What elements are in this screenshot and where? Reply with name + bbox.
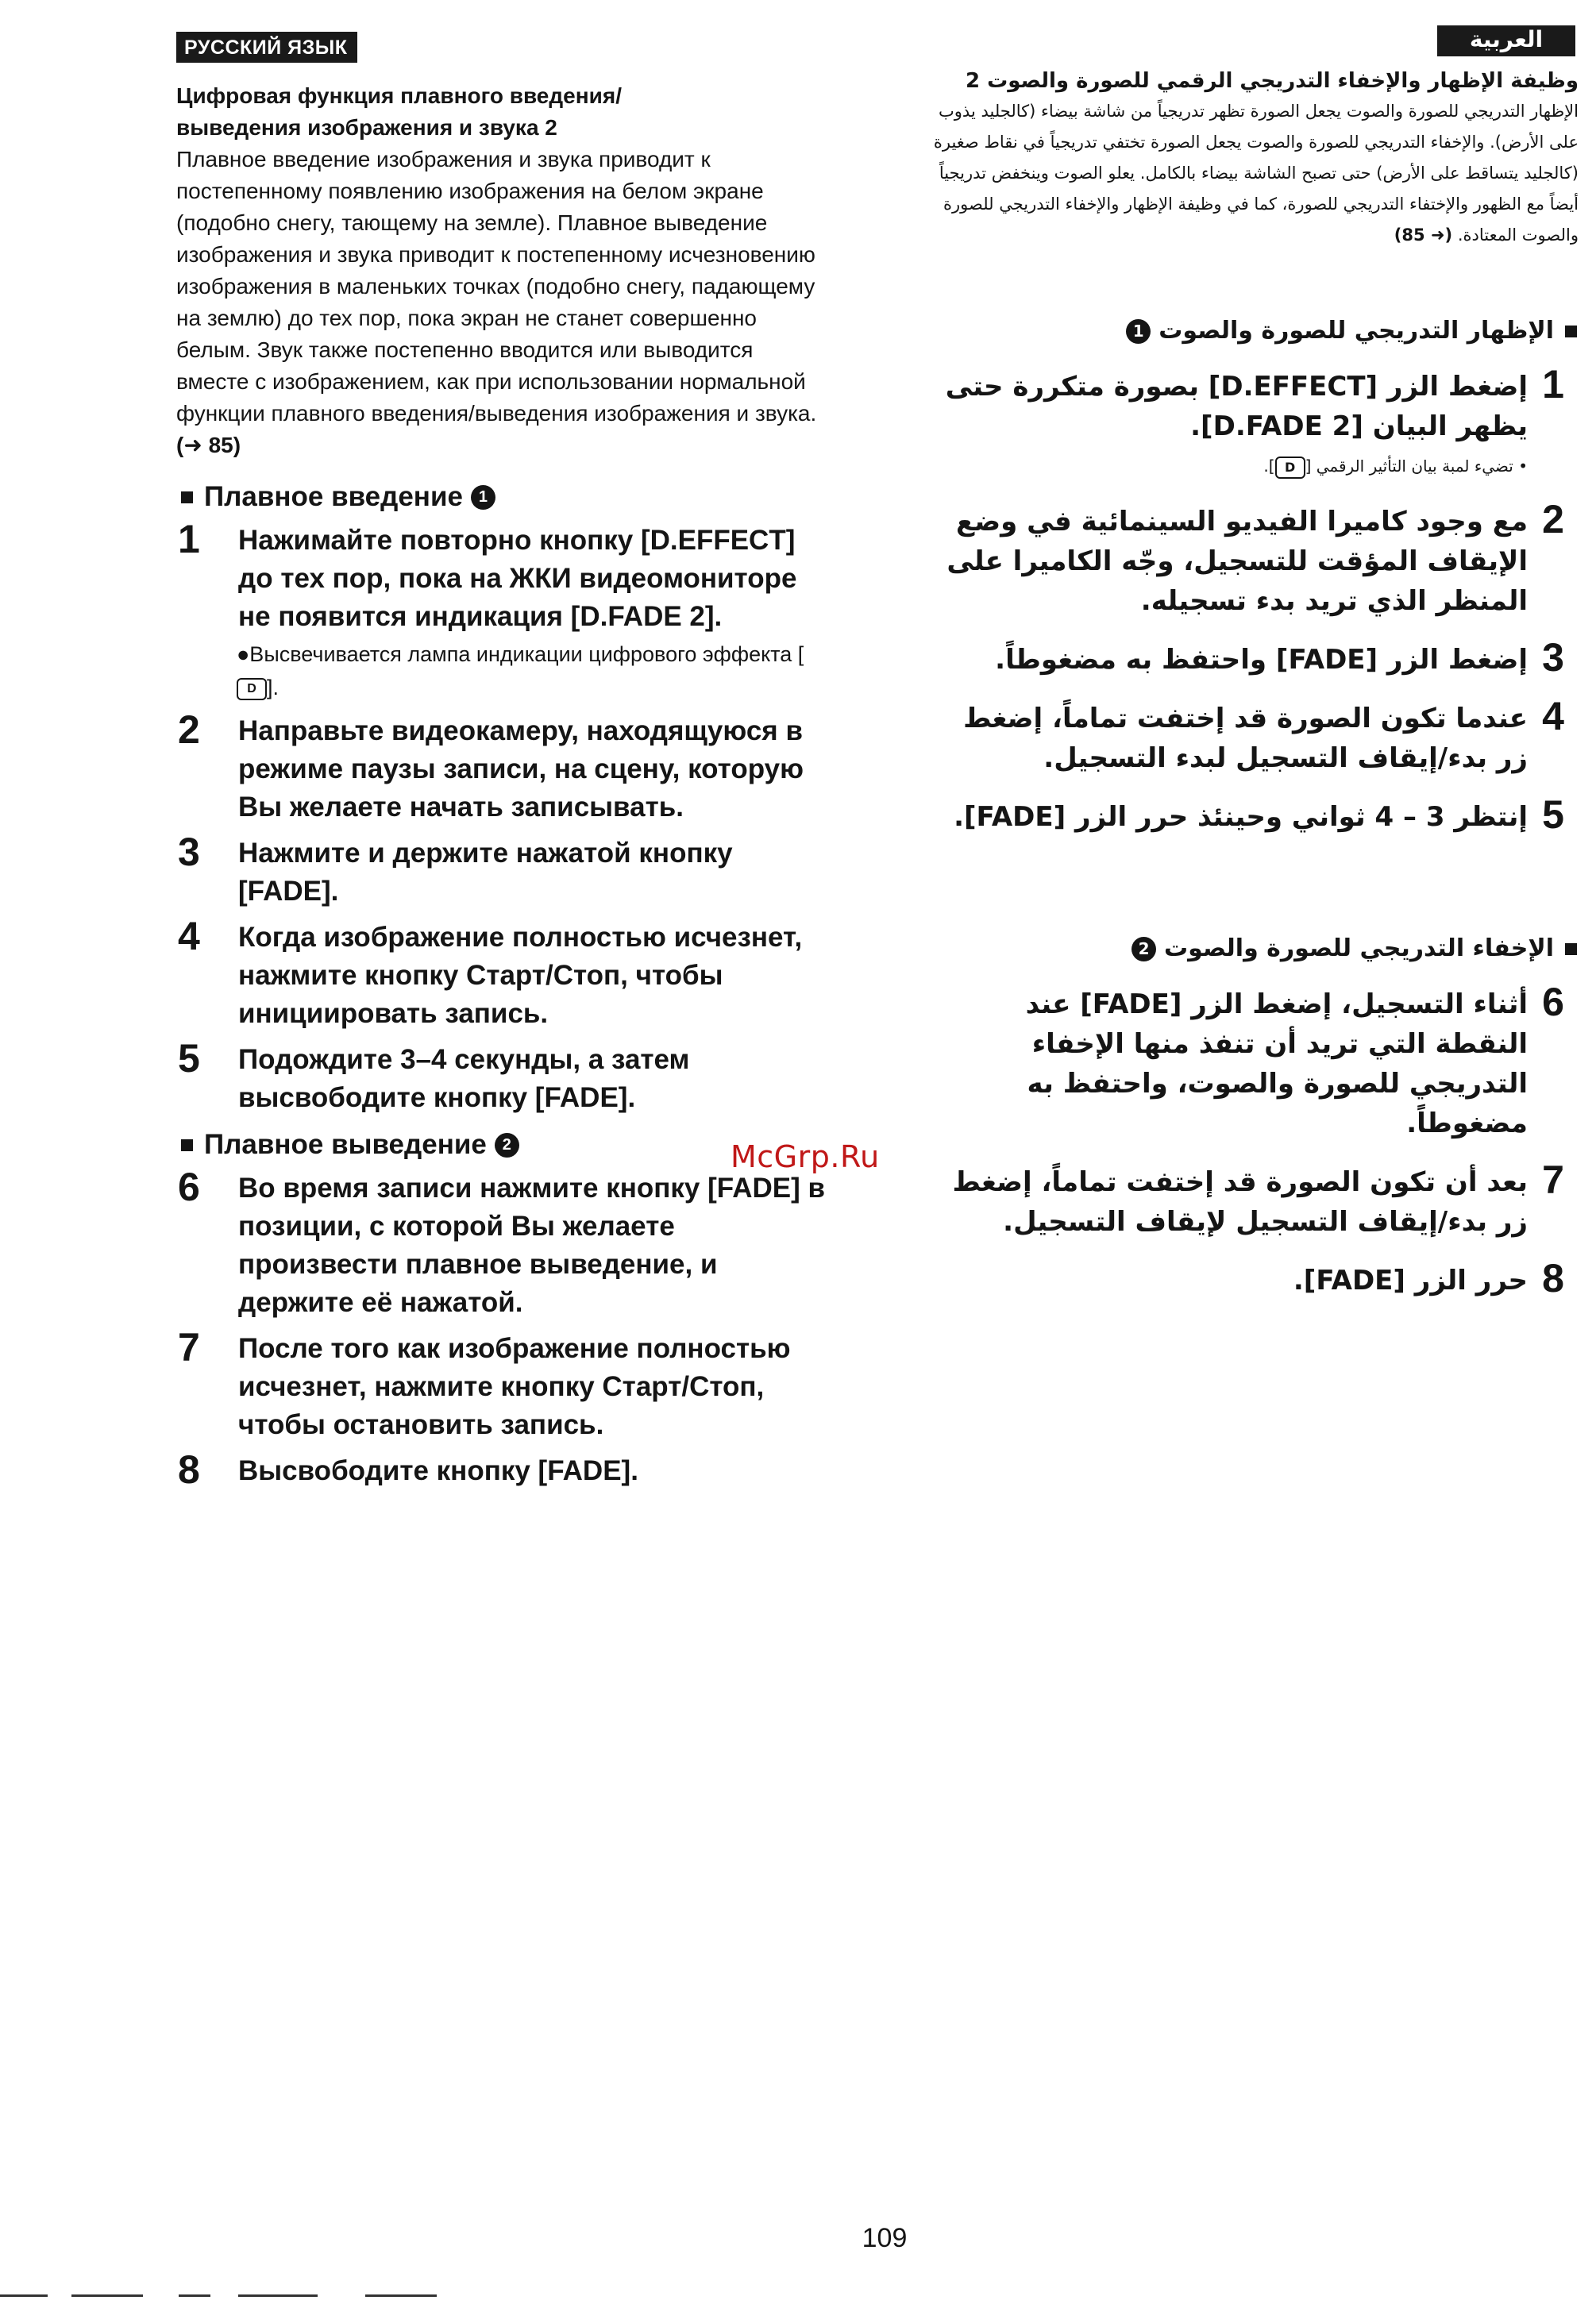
intro-title: وظيفة الإظهار والإخفاء التدريجي الرقمي للصورة والصوت 2 [966,69,1579,93]
digital-effect-icon: D [1275,457,1305,479]
step-8: 8 Высвободите кнопку [FADE]. [178,1447,638,1492]
step-7: 7 بعد أن تكون الصورة قد إختفت تماماً، إضغط زر بدء/إيقاف التسجيل لإيقاف التسجيل. [952,1158,1564,1238]
step-8: 8 حرر الزر [FADE]. [1293,1256,1564,1300]
arabic-column [927,25,1579,1300]
intro-paragraph: الإظهار التدريجي للصورة والصوت يجعل الصورة تظهر تدريجياً من شاشة بيضاء (كالجليد يذوب على الأرض). والإخفاء التدريجي للصورة والصوت يجعل الصورة تختفي تدريجياً في نقاط صغيرة (كالجليد يتساقط على الأرض) حتى تصبح الشاشة بيضاء بالكامل. يعلو الصوت وينخفض تدريجياً أيضاً مع الظهور والإختفاء التدريجي للصورة، كما في وظيفة الإظهار والإخفاء التدريجي للصورة والصوت المعتادة. (➜ 85) [933,102,1579,245]
step-1: 1 إضغط الزر [D.EFFECT] بصورة متكررة حتى يظهر البيان [D.FADE 2]. [945,362,1564,442]
circled-number-icon: 1 [471,485,495,510]
page-reference: (➜ 85) [1394,225,1453,245]
circled-number-icon: 2 [1131,937,1156,961]
step-6: 6 Во время записи нажмите кнопку [FADE] в позиции, с которой Вы желаете произвести плавное выведение, и держите её нажатой. [178,1165,826,1318]
watermark: McGrp.Ru [731,1139,880,1174]
scan-edge-mark [0,2294,48,2297]
square-bullet-icon [1565,943,1577,955]
step-5: 5 إنتظر 3 – 4 ثواني وحينئذ حرر الزر [FADE]. [954,792,1564,837]
step-3: 3 إضغط الزر [FADE] واحتفظ به مضغوطاً. [995,635,1564,680]
step-2: 2 Направьте видеокамеру, находящуюся в режиме паузы записи, на сцену, которую Вы желаете начать записывать. [178,707,804,823]
step-1-note: • تضيء لمبة بيان التأثير الرقمي [D]. [927,449,1579,483]
step-2: 2 مع وجود كاميرا الفيديو السينمائية في وضع الإيقاف المؤقت للتسجيل، وجّه الكاميرا على المنظر الذي تريد بدء تسجيله. [946,497,1564,617]
page-reference: (➜ 85) [176,433,241,457]
scan-edge-mark [365,2294,437,2297]
step-4: 4 Когда изображение полностью исчезнет, нажмите кнопку Старт/Стоп, чтобы инициировать запись. [178,914,803,1029]
intro-paragraph: Плавное введение изображения и звука приводит к постепенному появлению изображения на белом экране (подобно снегу, тающему на земле). Плавное выведение изображения и звука приводит к постепенному исчезновению изображения в маленьких точках (подобно снегу, падающему на землю) до тех пор, пока экран не станет совершенно белым. Звук также постепенно вводится или выводится вместе с изображением, как при использовании нормальной функции плавного введения/выведения изображения и звука. (➜ 85) [176,147,817,457]
scan-edge-mark [179,2294,210,2297]
intro-title: Цифровая функция плавного введения/ выведения изображения и звука 2 [176,83,622,140]
square-bullet-icon [181,1139,193,1151]
language-tab-russian: РУССКИЙ ЯЗЫК [176,32,357,63]
step-3: 3 Нажмите и держите нажатой кнопку [FADE]. [178,830,733,907]
step-1-note: ●Высвечивается лампа индикации цифрового эффекта [D ]. [237,642,804,699]
russian-column [176,32,827,1490]
scan-edge-mark [238,2294,318,2297]
page-number: 109 [862,2223,908,2253]
circled-number-icon: 1 [1126,319,1151,344]
square-bullet-icon [1565,326,1577,337]
section-heading-fade-in: الإظهار التدريجي للصورة والصوت 1 [927,314,1579,348]
section-heading-fade-in: Плавное введение 1 [176,480,827,514]
step-5: 5 Подождите 3–4 секунды, а затем высвободите кнопку [FADE]. [178,1036,690,1113]
circled-number-icon: 2 [495,1133,519,1158]
section-heading-fade-out: Плавное выведение 2 [176,1128,827,1162]
square-bullet-icon [181,491,193,503]
step-1: 1 Нажимайте повторно кнопку [D.EFFECT] до тех пор, пока на ЖКИ видеомониторе не появится индикация [D.FADE 2]. [178,517,797,632]
section-heading-fade-out: الإخفاء التدريجي للصورة والصوت 2 [927,932,1579,965]
step-7: 7 После того как изображение полностью исчезнет, нажмите кнопку Старт/Стоп, чтобы остановить запись. [178,1325,791,1440]
language-tab-arabic: العربية [1437,25,1575,56]
digital-effect-icon: D [237,678,267,700]
step-4: 4 عندما تكون الصورة قد إختفت تماماً، إضغط زر بدء/إيقاف التسجيل لبدء التسجيل. [963,694,1564,774]
step-6: 6 أثناء التسجيل، إضغط الزر [FADE] عند النقطة التي تريد أن تنفذ منها الإخفاء التدريجي للصورة والصوت، واحتفظ به مضغوطاً. [1025,980,1564,1139]
scan-edge-mark [71,2294,143,2297]
